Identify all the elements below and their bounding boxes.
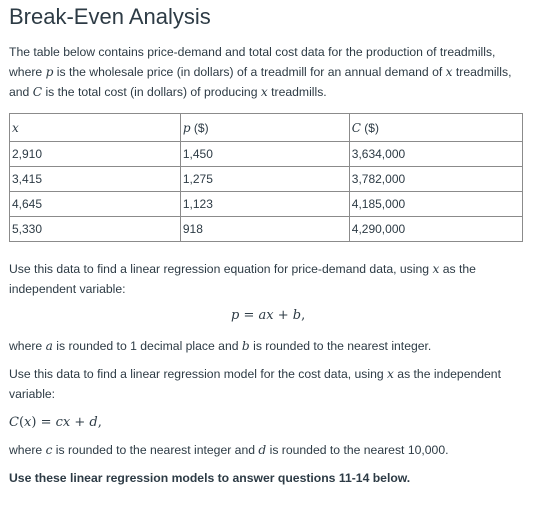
cell-x: 5,330	[10, 217, 181, 242]
cost-equation: C(x) = cx + d,	[9, 415, 102, 430]
cell-p: 1,123	[180, 192, 349, 217]
cell-x: 4,645	[10, 192, 181, 217]
question-1-line-1: Use this data to find a linear regression equation for price-demand data, using x as the	[9, 262, 476, 276]
table-row	[10, 217, 523, 242]
page-title: Break-Even Analysis	[9, 4, 211, 29]
header-C: C ($)	[349, 114, 522, 142]
table-row	[10, 142, 523, 167]
question-1-line-2: independent variable:	[9, 282, 126, 296]
intro-line-2: where p is the wholesale price (in dollars) of a treadmill for an annual demand of x treadmills,	[9, 65, 512, 79]
header-x: x	[10, 114, 181, 142]
question-2-line-2: variable:	[9, 387, 56, 401]
intro-line-1: The table below contains price-demand and total cost data for the production of treadmills,	[9, 45, 496, 59]
cell-x: 3,415	[10, 167, 181, 192]
table-row	[10, 167, 523, 192]
var-p: p	[45, 65, 54, 79]
var-x: x	[260, 85, 268, 99]
var-C: C	[32, 85, 43, 99]
var-x: x	[445, 65, 453, 79]
cell-x: 2,910	[10, 142, 181, 167]
var-x: x	[432, 262, 440, 276]
table-header-row	[10, 114, 523, 142]
where-line-2: where c is rounded to the nearest integer and d is rounded to the nearest 10,000.	[9, 443, 449, 457]
cell-C: 4,290,000	[349, 217, 522, 242]
cell-p: 1,450	[180, 142, 349, 167]
final-instruction: Use these linear regression models to answer questions 11-14 below.	[9, 471, 411, 485]
header-p: p ($)	[180, 114, 349, 142]
data-table	[9, 113, 523, 242]
var-x: x	[387, 367, 394, 381]
cell-C: 4,185,000	[349, 192, 522, 217]
table-row	[10, 192, 523, 217]
intro-line-3: and C is the total cost (in dollars) of producing x treadmills.	[9, 85, 327, 99]
cell-p: 1,275	[180, 167, 349, 192]
where-line-1: where a is rounded to 1 decimal place and b is rounded to the nearest integer.	[9, 339, 432, 353]
cell-C: 3,634,000	[349, 142, 522, 167]
price-demand-equation: p = ax + b,	[231, 308, 306, 323]
cell-C: 3,782,000	[349, 167, 522, 192]
question-2-line-1: Use this data to find a linear regression model for the cost data, using x as the independent	[9, 367, 501, 381]
cell-p: 918	[180, 217, 349, 242]
